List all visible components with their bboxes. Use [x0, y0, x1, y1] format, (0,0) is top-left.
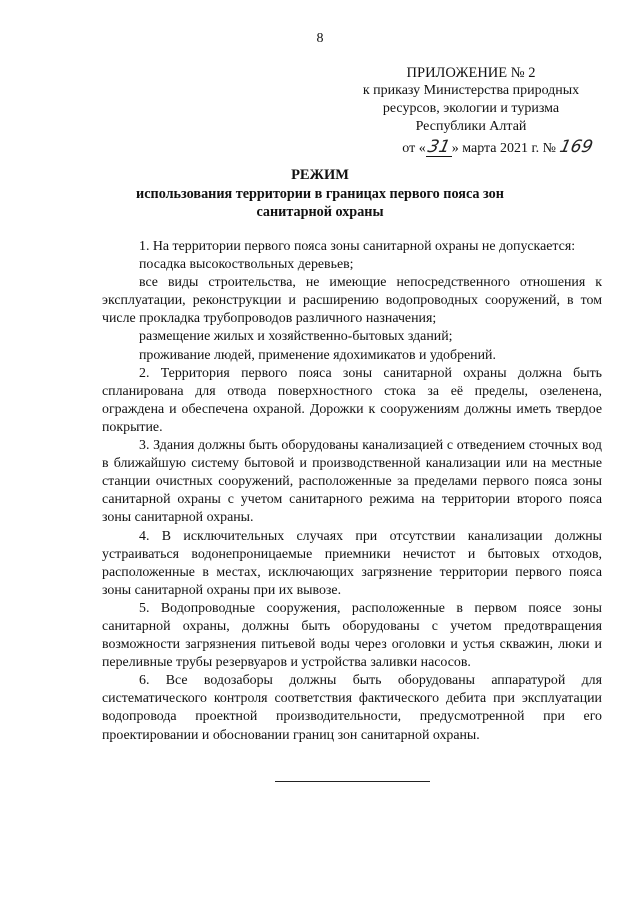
paragraph-3: 3. Здания должны быть оборудованы канализацией с отведением сточных вод в ближайшую систему бытовой и производственной канализации или на местные станции очистных сооружений, расположенные за пределами первого пояса зоны санитарной охраны с учетом санитарного режима на территории второго пояса зоны санитарной охраны. — [102, 438, 602, 526]
paragraph-1-item-buildings: размещение жилых и хозяйственно-бытовых зданий; — [139, 329, 453, 345]
appendix-header — [346, 64, 596, 158]
document-body — [102, 238, 602, 745]
page-number: 8 — [316, 31, 324, 46]
appendix-republic-line: Республики Алтай — [415, 119, 527, 134]
paragraph-4: 4. В исключительных случаях при отсутствии канализации должны устраиваться водонепроницаемые приемники нечистот и бытовых отходов, расположенные в местах, исключающих загрязнение территории первого пояса зоны санитарной охраны при их вывозе. — [102, 528, 602, 598]
paragraph-1-item-trees: посадка высокоствольных деревьев; — [139, 257, 354, 273]
paragraph-1-item-residence: проживание людей, применение ядохимикатов и удобрений. — [139, 347, 496, 363]
appendix-date-line — [346, 138, 596, 158]
order-number-handwritten: 169 — [557, 137, 595, 157]
paragraph-5: 5. Водопроводные сооружения, расположенные в первом поясе зоны санитарной охраны, должны быть оборудованы с учетом предотвращения возможности загрязнения питьевой воды через оголовки и устья скважин, люки и переливные трубы резервуаров и устройства заливки насосов. — [102, 600, 602, 671]
appendix-heading: ПРИЛОЖЕНИЕ № 2 — [406, 65, 536, 81]
paragraph-1: 1. На территории первого пояса зоны санитарной охраны не допускается: — [139, 239, 576, 254]
date-prefix: от « — [402, 141, 426, 156]
paragraph-1-item-construction: все виды строительства, не имеющие непосредственного отношения к эксплуатации, реконструкции и расширению водопроводных сооружений, в том числе прокладка трубопроводов различного назначения; — [102, 275, 602, 327]
end-divider-line — [275, 781, 430, 782]
appendix-ministry-line: ресурсов, экологии и туризма — [382, 101, 560, 116]
paragraph-2: 2. Территория первого пояса зоны санитарной охраны должна быть спланирована для отвода поверхностного стока за её пределы, озеленена, ограждена и обеспечена охраной. Дорожки к сооружениям должны иметь твердое покрытие. — [102, 365, 602, 435]
date-middle: » марта 2021 г. № — [451, 141, 557, 156]
date-day-handwritten: 31 — [425, 137, 452, 157]
appendix-order-line: к приказу Министерства природных — [362, 83, 580, 98]
paragraph-6: 6. Все водозаборы должны быть оборудованы аппаратурой для систематического контроля соответствия фактического дебита при эксплуатации водопровода проектной производительности, предусмотренной при его проектировании и обосновании границ зон санитарной охраны. — [102, 673, 602, 743]
document-title: РЕЖИМ — [291, 167, 349, 183]
document-subtitle: использования территории в границах первого пояса зон санитарной охраны — [136, 186, 504, 220]
